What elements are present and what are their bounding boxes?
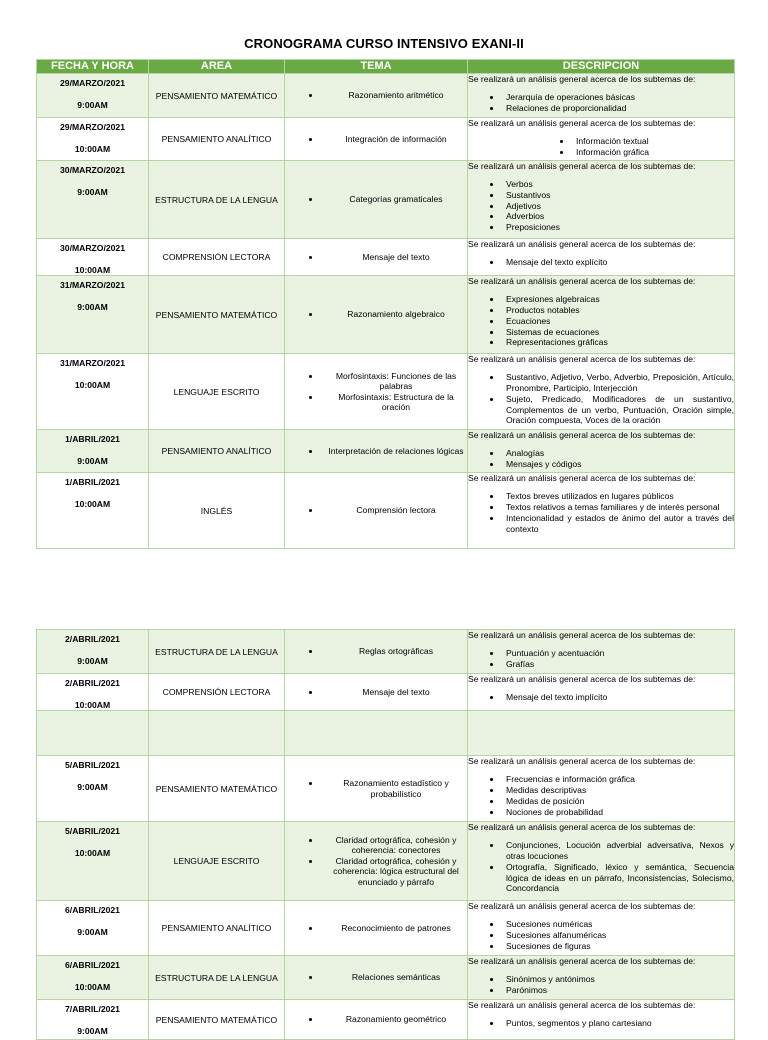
time-text: 10:00AM bbox=[74, 143, 111, 154]
tema-list bbox=[285, 1014, 467, 1025]
area-cell: INGLÉS bbox=[149, 473, 285, 549]
tema-item: • Mensaje del texto bbox=[321, 687, 467, 698]
date-cell bbox=[37, 711, 149, 756]
area-cell bbox=[149, 711, 285, 756]
tema-list bbox=[285, 90, 467, 101]
schedule-table-1 bbox=[36, 59, 735, 549]
subtema-item: • Productos notables bbox=[502, 305, 734, 316]
date-cell bbox=[37, 430, 149, 473]
date-text: 1/ABRIL/2021 bbox=[65, 477, 120, 488]
descripcion-intro: Se realizará un análisis general acerca de los subtemas de: bbox=[468, 674, 696, 684]
time-text: 9:00AM bbox=[77, 655, 108, 666]
descripcion-intro: Se realizará un análisis general acerca de los subtemas de: bbox=[468, 354, 696, 365]
time-text: 10:00AM bbox=[74, 847, 111, 858]
subtema-item: • Frecuencias e información gráfica bbox=[502, 774, 734, 785]
subtema-item: • Información gráfica bbox=[572, 147, 734, 158]
tema-item: • Razonamiento geométrico bbox=[321, 1014, 467, 1025]
tema-list bbox=[285, 646, 467, 657]
date-cell bbox=[37, 630, 149, 674]
date-text: 5/ABRIL/2021 bbox=[65, 826, 120, 837]
subtema-list bbox=[468, 974, 734, 996]
date-cell bbox=[37, 901, 149, 956]
date-cell bbox=[37, 956, 149, 1000]
time-text: 10:00AM bbox=[74, 264, 111, 275]
subtema-item: • Intencionalidad y estados de ánimo del autor a través del contexto bbox=[502, 513, 734, 535]
descripcion-cell bbox=[468, 430, 735, 473]
table-row bbox=[37, 822, 735, 901]
tema-item: • Integración de información bbox=[321, 134, 467, 145]
tema-cell bbox=[285, 276, 468, 354]
date-text: 30/MARZO/2021 bbox=[60, 243, 125, 253]
subtema-item: • Ecuaciones bbox=[502, 316, 734, 327]
time-text: 9:00AM bbox=[77, 301, 108, 312]
subtema-item: • Nociones de probabilidad bbox=[502, 807, 734, 818]
header-area: AREA bbox=[149, 60, 285, 74]
subtema-list bbox=[468, 774, 734, 817]
subtema-item: • Expresiones algebraicas bbox=[502, 294, 734, 305]
area-cell: PENSAMIENTO MATEMÁTICO bbox=[149, 276, 285, 354]
date-cell bbox=[37, 354, 149, 430]
date-text: 2/ABRIL/2021 bbox=[65, 634, 120, 644]
subtema-item: • Ortografía, Significado, léxico y semántica, Secuencia lógica de ideas en un párrafo, Inconsistencias, Solecismo, Concordancia bbox=[502, 862, 734, 894]
subtema-item: • Mensajes y códigos bbox=[502, 459, 734, 470]
tema-item: • Comprensión lectora bbox=[321, 505, 467, 516]
time-text: 10:00AM bbox=[74, 699, 111, 710]
tema-list bbox=[285, 835, 467, 888]
date-text: 29/MARZO/2021 bbox=[60, 122, 125, 132]
subtema-item: • Sucesiones de figuras bbox=[502, 941, 734, 952]
descripcion-intro: Se realizará un análisis general acerca de los subtemas de: bbox=[468, 74, 696, 84]
tema-item: • Razonamiento aritmético bbox=[321, 90, 467, 101]
descripcion-intro: Se realizará un análisis general acerca de los subtemas de: bbox=[468, 630, 696, 640]
subtema-item: • Mensaje del texto implícito bbox=[502, 692, 734, 703]
table-row bbox=[37, 473, 735, 549]
subtema-item: • Representaciones gráficas bbox=[502, 337, 734, 348]
descripcion-intro: Se realizará un análisis general acerca de los subtemas de: bbox=[468, 239, 696, 249]
subtema-item: • Adjetivos bbox=[502, 201, 734, 212]
area-cell: LENGUAJE ESCRITO bbox=[149, 822, 285, 901]
area-cell: ESTRUCTURA DE LA LENGUA bbox=[149, 161, 285, 239]
descripcion-intro: Se realizará un análisis general acerca de los subtemas de: bbox=[468, 822, 696, 833]
tema-cell bbox=[285, 430, 468, 473]
tema-item: • Reglas ortográficas bbox=[321, 646, 467, 657]
table-row bbox=[37, 956, 735, 1000]
time-text: 10:00AM bbox=[74, 379, 111, 390]
tema-cell bbox=[285, 822, 468, 901]
tema-item: • Razonamiento estadístico y probabilístico bbox=[321, 778, 467, 799]
date-text: 6/ABRIL/2021 bbox=[65, 905, 120, 916]
area-cell: PENSAMIENTO MATEMÁTICO bbox=[149, 756, 285, 822]
tema-cell bbox=[285, 956, 468, 1000]
date-cell bbox=[37, 674, 149, 711]
subtema-item: • Puntos, segmentos y plano cartesiano bbox=[502, 1018, 734, 1029]
descripcion-cell bbox=[468, 74, 735, 118]
date-cell bbox=[37, 74, 149, 118]
tema-list bbox=[285, 446, 467, 457]
subtema-item: • Grafías bbox=[502, 659, 734, 670]
subtema-item: • Preposiciones bbox=[502, 222, 734, 233]
time-text: 9:00AM bbox=[77, 99, 108, 110]
descripcion-cell bbox=[468, 822, 735, 901]
descripcion-cell bbox=[468, 473, 735, 549]
area-cell: PENSAMIENTO MATEMÁTICO bbox=[149, 74, 285, 118]
time-text: 9:00AM bbox=[77, 186, 108, 197]
subtema-item: • Parónimos bbox=[502, 985, 734, 996]
subtema-item: • Conjunciones, Locución adverbial adversativa, Nexos y otras locuciones bbox=[502, 840, 734, 862]
tema-item: • Interpretación de relaciones lógicas bbox=[321, 446, 467, 457]
date-text: 5/ABRIL/2021 bbox=[65, 760, 120, 771]
subtema-list bbox=[468, 491, 734, 534]
subtema-item: • Relaciones de proporcionalidad bbox=[502, 103, 734, 114]
subtema-item: • Jerarquía de operaciones básicas bbox=[502, 92, 734, 103]
subtema-item: • Sistemas de ecuaciones bbox=[502, 327, 734, 338]
tema-cell bbox=[285, 901, 468, 956]
table-row bbox=[37, 74, 735, 118]
subtema-item: • Sustantivos bbox=[502, 190, 734, 201]
area-cell: PENSAMIENTO ANALÍTICO bbox=[149, 118, 285, 161]
tema-list bbox=[285, 687, 467, 698]
tema-item: • Claridad ortográfica, cohesión y coherencia: conectores bbox=[321, 835, 467, 856]
descripcion-intro: Se realizará un análisis general acerca de los subtemas de: bbox=[468, 901, 696, 912]
date-cell bbox=[37, 161, 149, 239]
date-cell bbox=[37, 118, 149, 161]
tema-cell bbox=[285, 239, 468, 276]
tema-item: • Morfosintaxis: Funciones de las palabras bbox=[321, 371, 467, 392]
descripcion-intro: Se realizará un análisis general acerca de los subtemas de: bbox=[468, 161, 696, 171]
descripcion-cell bbox=[468, 239, 735, 276]
time-text: 9:00AM bbox=[77, 1025, 108, 1036]
descripcion-cell bbox=[468, 901, 735, 956]
table-row bbox=[37, 430, 735, 473]
date-text: 7/ABRIL/2021 bbox=[65, 1004, 120, 1015]
area-cell: PENSAMIENTO MATEMÁTICO bbox=[149, 1000, 285, 1040]
tema-cell bbox=[285, 756, 468, 822]
descripcion-cell bbox=[468, 674, 735, 711]
descripcion-intro: Se realizará un análisis general acerca de los subtemas de: bbox=[468, 956, 696, 967]
time-text: 9:00AM bbox=[77, 926, 108, 937]
subtema-item: • Sucesiones numéricas bbox=[502, 919, 734, 930]
tema-item: • Claridad ortográfica, cohesión y coherencia: lógica estructural del enunciado y párrafo bbox=[321, 856, 467, 888]
subtema-item: • Puntuación y acentuación bbox=[502, 648, 734, 659]
descripcion-cell bbox=[468, 630, 735, 674]
descripcion-intro: Se realizará un análisis general acerca de los subtemas de: bbox=[468, 118, 696, 128]
subtema-item: • Analogías bbox=[502, 448, 734, 459]
table-row bbox=[37, 354, 735, 430]
subtema-item: • Verbos bbox=[502, 179, 734, 190]
table-row bbox=[37, 1000, 735, 1040]
subtema-item: • Sustantivo, Adjetivo, Verbo, Adverbio, Preposición, Artículo, Pronombre, Participio, Interjección bbox=[502, 372, 734, 394]
descripcion-intro: Se realizará un análisis general acerca de los subtemas de: bbox=[468, 756, 696, 767]
tema-cell bbox=[285, 1000, 468, 1040]
tema-list bbox=[285, 252, 467, 263]
area-cell: PENSAMIENTO ANALÍTICO bbox=[149, 901, 285, 956]
subtema-list bbox=[468, 919, 734, 951]
table-row bbox=[37, 276, 735, 354]
tema-list bbox=[285, 134, 467, 145]
table-row bbox=[37, 239, 735, 276]
date-text: 30/MARZO/2021 bbox=[60, 165, 125, 175]
descripcion-cell bbox=[468, 161, 735, 239]
date-text: 1/ABRIL/2021 bbox=[65, 434, 120, 445]
tema-item: • Categorías gramaticales bbox=[321, 194, 467, 205]
subtema-item: • Textos breves utilizados en lugares públicos bbox=[502, 491, 734, 502]
schedule-table-2 bbox=[36, 629, 735, 1040]
area-cell: ESTRUCTURA DE LA LENGUA bbox=[149, 630, 285, 674]
subtema-list bbox=[468, 648, 734, 670]
subtema-list bbox=[468, 136, 734, 158]
subtema-item: • Mensaje del texto explícito bbox=[502, 257, 734, 268]
table-row bbox=[37, 630, 735, 674]
date-cell bbox=[37, 276, 149, 354]
subtema-item: • Información textual bbox=[572, 136, 734, 147]
tema-cell bbox=[285, 118, 468, 161]
document-title: CRONOGRAMA CURSO INTENSIVO EXANI-II bbox=[244, 36, 524, 51]
subtema-list bbox=[468, 92, 734, 114]
tema-list bbox=[285, 923, 467, 934]
date-text: 31/MARZO/2021 bbox=[60, 280, 125, 291]
tema-list bbox=[285, 194, 467, 205]
tema-list bbox=[285, 778, 467, 799]
subtema-list bbox=[468, 840, 734, 894]
table-row bbox=[37, 674, 735, 711]
subtema-item: • Sinónimos y antónimos bbox=[502, 974, 734, 985]
descripcion-intro: Se realizará un análisis general acerca de los subtemas de: bbox=[468, 430, 696, 441]
descripcion-intro: Se realizará un análisis general acerca de los subtemas de: bbox=[468, 1000, 696, 1011]
table-row bbox=[37, 711, 735, 756]
tema-cell bbox=[285, 74, 468, 118]
subtema-item: • Medidas de posición bbox=[502, 796, 734, 807]
area-cell: LENGUAJE ESCRITO bbox=[149, 354, 285, 430]
area-cell: COMPRENSIÓN LECTORA bbox=[149, 674, 285, 711]
descripcion-cell bbox=[468, 956, 735, 1000]
time-text: 10:00AM bbox=[74, 981, 111, 992]
header-descripcion: DESCRIPCION bbox=[468, 60, 735, 74]
table-row bbox=[37, 118, 735, 161]
subtema-item: • Medidas descriptivas bbox=[502, 785, 734, 796]
subtema-item: • Textos relativos a temas familiares y de interés personal bbox=[502, 502, 734, 513]
date-text: 31/MARZO/2021 bbox=[60, 358, 125, 369]
area-cell: ESTRUCTURA DE LA LENGUA bbox=[149, 956, 285, 1000]
tema-cell bbox=[285, 473, 468, 549]
tema-item: • Razonamiento algebraico bbox=[321, 309, 467, 320]
subtema-list bbox=[468, 372, 734, 426]
descripcion-cell bbox=[468, 354, 735, 430]
table-row bbox=[37, 901, 735, 956]
descripcion-cell bbox=[468, 756, 735, 822]
table-row bbox=[37, 756, 735, 822]
descripcion-intro: Se realizará un análisis general acerca de los subtemas de: bbox=[468, 276, 696, 287]
date-text: 6/ABRIL/2021 bbox=[65, 960, 120, 971]
date-cell bbox=[37, 822, 149, 901]
tema-cell bbox=[285, 161, 468, 239]
date-text: 2/ABRIL/2021 bbox=[65, 678, 120, 688]
subtema-list bbox=[468, 448, 734, 470]
area-cell: COMPRENSIÓN LECTORA bbox=[149, 239, 285, 276]
subtema-item: • Sucesiones alfanuméricas bbox=[502, 930, 734, 941]
tema-list bbox=[285, 309, 467, 320]
header-tema: TEMA bbox=[285, 60, 468, 74]
subtema-item: • Sujeto, Predicado, Modificadores de un sustantivo, Complementos de un verbo, Puntuación, Oración simple, Oración compuesta, Voces de la oración bbox=[502, 394, 734, 426]
descripcion-cell bbox=[468, 1000, 735, 1040]
subtema-list bbox=[468, 179, 734, 233]
tema-list bbox=[285, 505, 467, 516]
date-cell bbox=[37, 239, 149, 276]
tema-item: • Morfosintaxis: Estructura de la oración bbox=[321, 392, 467, 413]
tema-list bbox=[285, 972, 467, 983]
subtema-list bbox=[468, 257, 734, 268]
date-cell bbox=[37, 1000, 149, 1040]
tema-item: • Mensaje del texto bbox=[321, 252, 467, 263]
area-cell: PENSAMIENTO ANALÍTICO bbox=[149, 430, 285, 473]
tema-cell bbox=[285, 711, 468, 756]
tema-cell bbox=[285, 674, 468, 711]
header-fecha: FECHA Y HORA bbox=[37, 60, 149, 74]
tema-item: • Relaciones semánticas bbox=[321, 972, 467, 983]
time-text: 9:00AM bbox=[77, 781, 108, 792]
date-cell bbox=[37, 756, 149, 822]
tema-cell bbox=[285, 354, 468, 430]
date-text: 29/MARZO/2021 bbox=[60, 78, 125, 88]
tema-list bbox=[285, 371, 467, 413]
date-cell bbox=[37, 473, 149, 549]
tema-cell bbox=[285, 630, 468, 674]
descripcion-intro: Se realizará un análisis general acerca de los subtemas de: bbox=[468, 473, 696, 484]
tema-item: • Reconocimiento de patrones bbox=[321, 923, 467, 934]
table-row bbox=[37, 161, 735, 239]
descripcion-cell bbox=[468, 711, 735, 756]
time-text: 9:00AM bbox=[77, 455, 108, 466]
subtema-list bbox=[468, 294, 734, 348]
time-text: 10:00AM bbox=[74, 498, 111, 509]
subtema-list bbox=[468, 692, 734, 703]
descripcion-cell bbox=[468, 118, 735, 161]
descripcion-cell bbox=[468, 276, 735, 354]
subtema-item: • Adverbios bbox=[502, 211, 734, 222]
